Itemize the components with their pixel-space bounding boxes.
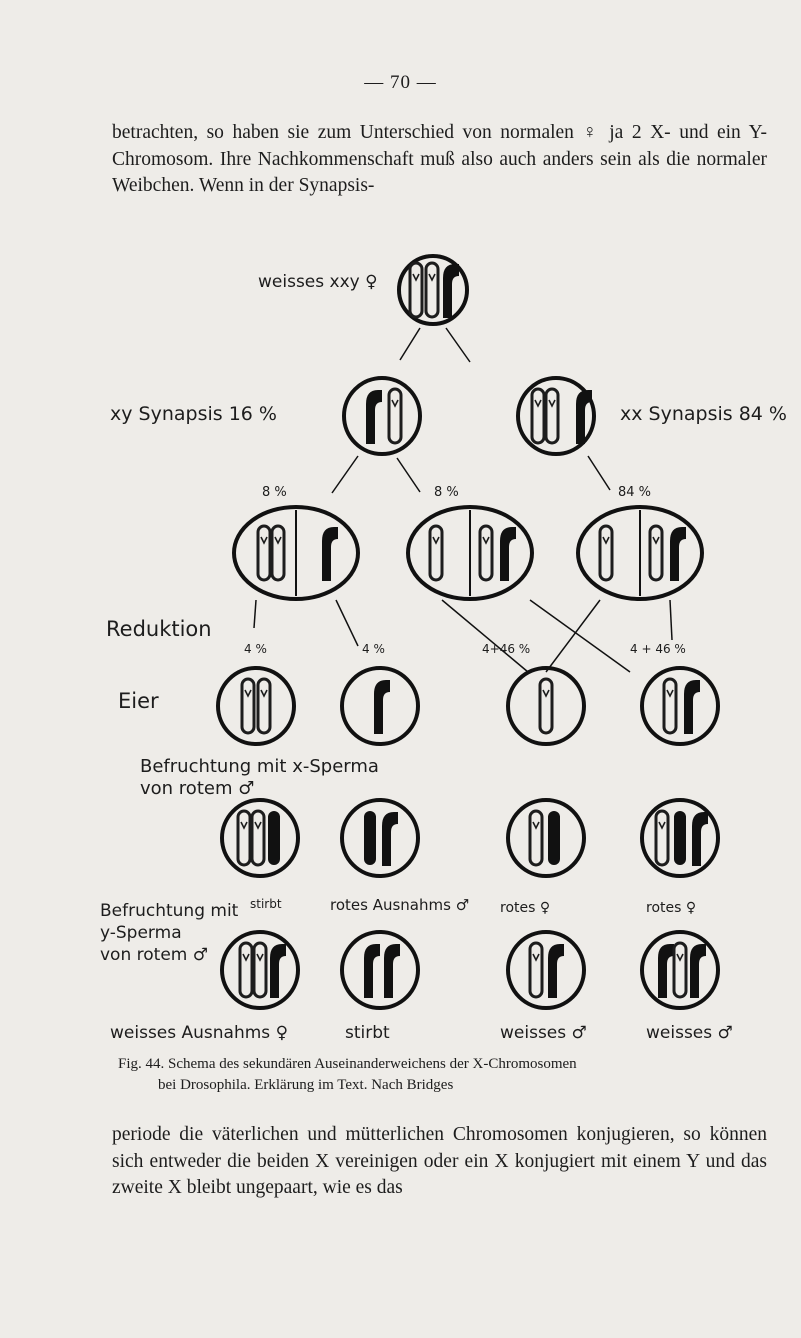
label-rotes-w1: rotes ♀ xyxy=(500,900,551,916)
figure-44 xyxy=(90,248,790,1048)
arrow xyxy=(332,456,358,493)
arrow xyxy=(400,328,420,360)
egg-x xyxy=(508,668,584,744)
body-paragraph-top: betrachten, so haben sie zum Unterschied von normalen ♀ ja 2 X- und ein Y-Chromosom. Ihre Nachkommenschaft muß also auch anders sein als die normaler Weibchen. Wenn in der Synapsis- xyxy=(112,122,767,196)
arrow xyxy=(254,600,256,628)
arrow xyxy=(336,600,358,646)
arrow xyxy=(530,600,630,672)
cell-pair-3 xyxy=(578,507,702,599)
arrow xyxy=(446,328,470,362)
arrow xyxy=(670,600,672,640)
zygote-xx-red-female-1 xyxy=(508,800,584,876)
label-xy-synapsis: xy Synapsis 16 % xyxy=(110,403,277,425)
label-eier: Eier xyxy=(118,689,159,713)
label-pct-8a: 8 % xyxy=(262,485,287,500)
zygote-yy-dies xyxy=(342,932,418,1008)
label-pct-46b: 4 + 46 % xyxy=(630,642,686,656)
label-pct-4b: 4 % xyxy=(362,642,385,656)
cell-pair-2 xyxy=(408,507,532,599)
label-stirbt-2: stirbt xyxy=(345,1023,390,1043)
cell-xx-synapsis xyxy=(518,378,594,454)
egg-xy xyxy=(642,668,718,744)
page-number: — 70 — xyxy=(364,72,437,93)
label-top: weisses xxy ♀ xyxy=(258,272,378,292)
label-befr-y-1: Befruchtung mit xyxy=(100,901,239,921)
label-befr-y-3: von rotem ♂ xyxy=(100,945,208,965)
zygote-xxy-white-female xyxy=(222,932,298,1008)
egg-xx xyxy=(218,668,294,744)
cell-pair-1 xyxy=(234,507,358,599)
label-pct-8b: 8 % xyxy=(434,485,459,500)
caption-line-1: Fig. 44. Schema des sekundären Auseinanderweichens der X-Chromosomen xyxy=(118,1056,577,1072)
label-rotes-ausnahme-m: rotes Ausnahms ♂ xyxy=(330,896,470,914)
label-befr-x-1: Befruchtung mit x-Sperma xyxy=(140,756,379,777)
arrow xyxy=(442,600,531,672)
label-stirbt-1: stirbt xyxy=(250,897,282,911)
label-pct-4a: 4 % xyxy=(244,642,267,656)
zygote-xy-red-male xyxy=(342,800,418,876)
egg-y xyxy=(342,668,418,744)
zygote-xyy-white-male-2 xyxy=(642,932,718,1008)
caption-line-2: bei Drosophila. Erklärung im Text. Nach Bridges xyxy=(158,1077,454,1093)
body-paragraph-bottom: periode die väterlichen und mütterlichen Chromosomen konjugieren, so können sich entweder die beiden X vereinigen oder ein X konjugiert mit einem Y und das zweite X bleibt ungepaart, wie es das xyxy=(112,1124,767,1198)
label-befr-y-2: y-Sperma xyxy=(100,923,182,943)
zygote-xy-white-male-1 xyxy=(508,932,584,1008)
label-xx-synapsis: xx Synapsis 84 % xyxy=(620,403,787,425)
cell-xxy xyxy=(399,256,467,324)
label-reduktion: Reduktion xyxy=(106,617,212,641)
arrow xyxy=(546,600,600,672)
arrow xyxy=(397,458,420,492)
label-rotes-w2: rotes ♀ xyxy=(646,900,697,916)
chromosome-diagram xyxy=(90,248,790,1048)
label-weisses-ausnahme-w: weisses Ausnahms ♀ xyxy=(110,1023,289,1043)
figure-caption xyxy=(118,1054,768,1096)
label-weisses-m1: weisses ♂ xyxy=(500,1023,587,1043)
arrow xyxy=(588,456,610,490)
zygote-xxy-red-female-2 xyxy=(642,800,718,876)
label-weisses-m2: weisses ♂ xyxy=(646,1023,733,1043)
label-pct-46a: 4+46 % xyxy=(482,642,531,656)
zygote-xxx xyxy=(222,800,298,876)
cell-xy-synapsis xyxy=(344,378,420,454)
label-pct-84: 84 % xyxy=(618,485,652,500)
label-befr-x-2: von rotem ♂ xyxy=(140,778,255,799)
